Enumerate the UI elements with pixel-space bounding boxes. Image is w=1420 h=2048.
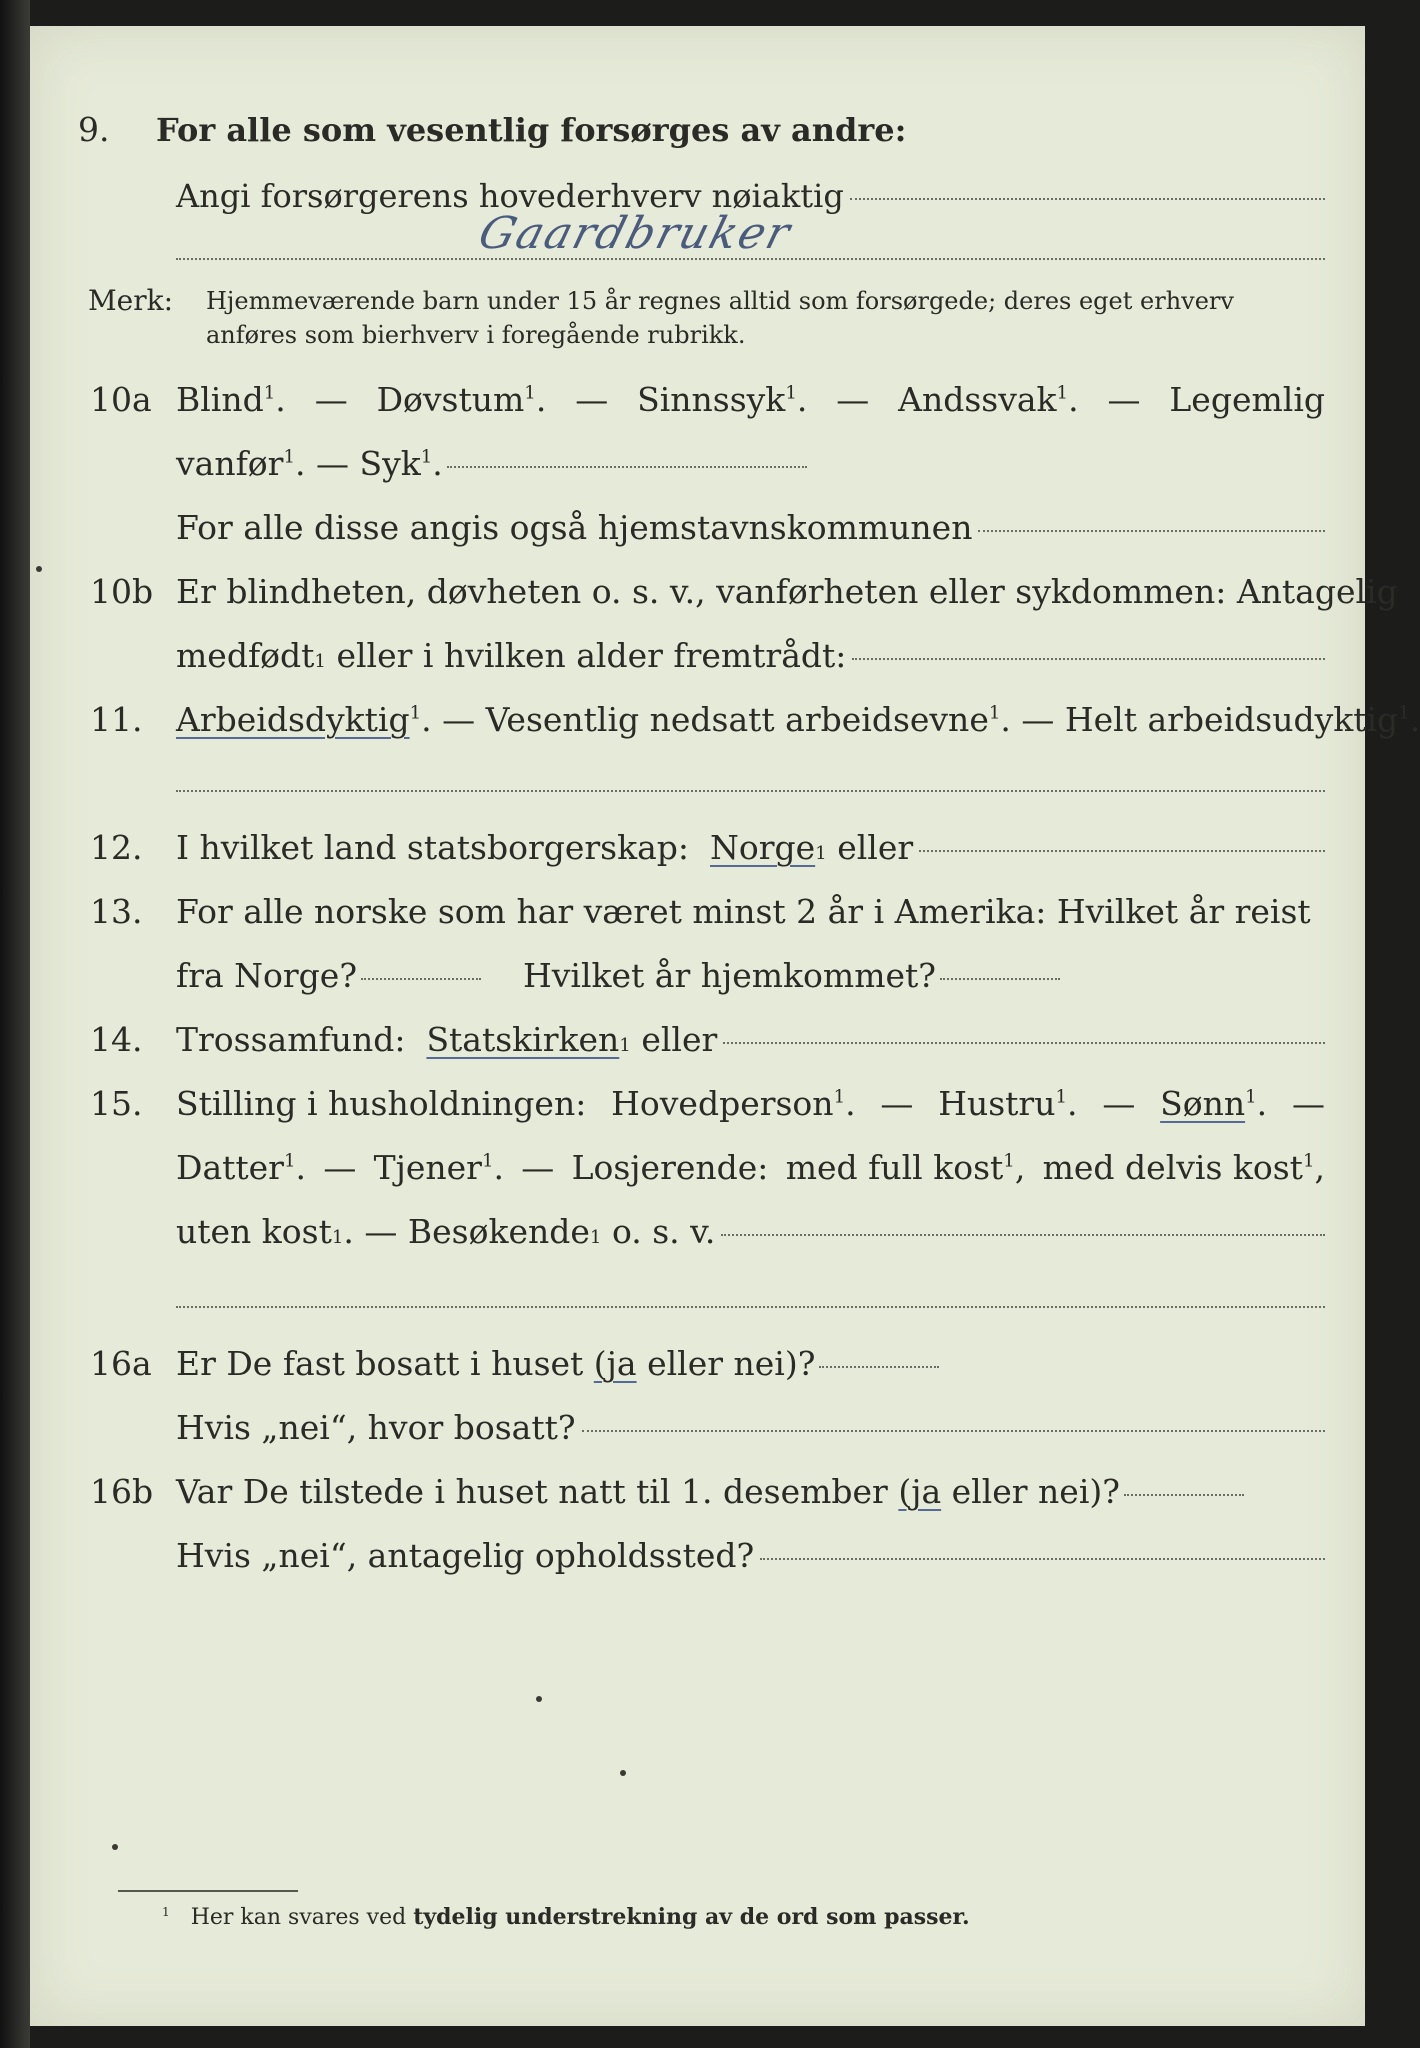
q16b-ja: (ja	[898, 1472, 942, 1511]
merk-label: Merk:	[88, 284, 174, 317]
q15-sonn: Sønn	[1160, 1084, 1246, 1123]
q10a-legemlig: Legemlig	[1169, 380, 1325, 419]
q16a-ja: (ja	[593, 1344, 637, 1383]
q10a-number: 10a	[90, 380, 152, 419]
q16b-question: Var De tilstede i huset natt til 1. desember	[176, 1472, 888, 1511]
footnote-text-b: tydelig understrekning av de ord som passer.	[413, 1904, 970, 1930]
q11-rule	[176, 790, 1325, 792]
q15-number: 15.	[90, 1084, 143, 1123]
dash: —	[1021, 700, 1055, 739]
q10b-question: Er blindheten, døvheten o. s. v., vanførheten eller sykdommen: Antagelig	[176, 572, 1398, 611]
dash: —	[1102, 1084, 1136, 1123]
dash: —	[364, 1212, 398, 1251]
q10a-blind: Blind	[176, 380, 264, 419]
q12-prompt: I hvilket land statsborgerskap:	[176, 828, 690, 867]
q11-udyktig: Helt arbeidsudyktig	[1064, 700, 1399, 739]
q9-prompt: Angi forsørgerens hovederhverv nøiaktig	[176, 177, 844, 215]
q13-number: 13.	[90, 892, 143, 931]
footnote	[162, 1904, 970, 1930]
q16a-eller-nei: eller nei)?	[647, 1344, 816, 1383]
q15-rule	[176, 1306, 1325, 1308]
q12-number: 12.	[90, 828, 143, 867]
q16b-eller-nei: eller nei)?	[951, 1472, 1120, 1511]
footnote-text-a: Her kan svares ved	[190, 1905, 407, 1930]
q14-prompt: Trossamfund:	[176, 1020, 406, 1059]
q14-eller: eller	[641, 1020, 718, 1059]
dash: —	[1291, 1084, 1325, 1123]
dash: —	[880, 1084, 914, 1123]
q13-question: For alle norske som har været minst 2 år i Amerika: Hvilket år reist	[176, 892, 1311, 931]
q15-hovedperson: Hovedperson	[611, 1084, 834, 1123]
dash: —	[521, 1148, 555, 1187]
footnote-rule	[118, 1890, 298, 1892]
q15-osv: o. s. v.	[611, 1212, 716, 1251]
q11-number: 11.	[90, 700, 143, 739]
q13-hjemkommet: Hvilket år hjemkommet?	[523, 956, 936, 995]
q16a-line2-dotted	[582, 1429, 1325, 1432]
q15-besokende: Besøkende	[407, 1212, 590, 1251]
q10b-medfodt: medfødt	[176, 636, 315, 675]
q14-statskirken: Statskirken	[426, 1020, 620, 1059]
q15-stilling: Stilling i husholdningen:	[176, 1084, 587, 1123]
q12-norge: Norge	[710, 828, 816, 867]
q9-handwritten-answer: Gaardbruker	[473, 208, 798, 259]
dash: —	[315, 444, 349, 483]
q10a-syk: Syk	[359, 444, 421, 483]
merk-note	[88, 284, 1325, 354]
q11-arbeidsdyktig: Arbeidsdyktig	[176, 700, 410, 739]
q10a-hjemstavn: For alle disse angis også hjemstavnskommunen	[176, 508, 973, 547]
q11-nedsatt: Vesentlig nedsatt arbeidsevne	[485, 700, 989, 739]
dash: —	[323, 1148, 357, 1187]
dash: —	[1107, 380, 1141, 419]
q12-dotted	[919, 849, 1325, 852]
q15-full-kost: med full kost	[785, 1148, 1004, 1187]
q14-dotted	[723, 1041, 1325, 1044]
q9-dotted-line	[850, 197, 1325, 200]
q13-reist-dotted	[361, 977, 481, 980]
q15-datter: Datter	[176, 1148, 284, 1187]
q14-number: 14.	[90, 1020, 143, 1059]
q15-tjener: Tjener	[373, 1148, 482, 1187]
q13-hjemkommet-dotted	[940, 977, 1060, 980]
q16b-number: 16b	[90, 1472, 154, 1511]
census-form-sheet: 9. For alle som vesentlig forsørges av andre: Angi forsørgerens hovederhverv nøiaktig Gaardbruker Merk: Hjemmeværende barn under 15 år regnes alltid som forsørgede; deres eget erhverv anføres som bierhverv i foregående rubrikk. 10a Blind$^1$. — Døvstum$^1$. — Sinnssyk$^1$. — Andssvak$^1$. — Legemlig vanfør$^1$. — Syk$^1$. For alle disse angis også hjemstavnskommunen 10b Er blindheten, døvheten o. s. v., vanførheten eller sykdommen: Antagelig medfødt 1 eller i hvilken alder fremtrådt: 11. Arbeidsdyktig$^1$. — Vesentlig nedsatt arbeidsevne$^1$. — Helt arbeidsudyktig$^1$. 12. I hvilket land statsborgerskap: Norge 1 eller 13. For alle norske som har været minst 2 år i Amerika: Hvilket år reist fra Norge? Hvilket år hjemkommet? 14. Trossamfund: Statskirken 1 eller 15. Stilling i husholdningen: Hovedperson$^1$. — Hustru$^1$. — Sønn$^1$. — Datter$^1$. — Tjener$^1$. — Losjerende: med full kost$^1$, med delvis kost$^1$, uten kost 1 . — Besøkende 1 o. s. v. 16a Er De fast bosatt i huset (ja eller nei)? Hvis „nei“, hvor bosatt? 16b Var De tilstede i huset natt til 1. desember (ja eller nei)? Hvis „nei“, antagelig opholdssted? $^1$ Her kan svares ved tydelig understrekning av de ord som passer.	[30, 26, 1365, 2026]
q10a-hjemstavn-dotted	[978, 529, 1325, 532]
q15-dotted	[721, 1233, 1325, 1236]
q15-delvis-kost: med delvis kost	[1042, 1148, 1303, 1187]
q9-number: 9.	[78, 110, 110, 149]
q16b-dotted	[1124, 1493, 1244, 1496]
dash: —	[314, 380, 348, 419]
q10a-vanfor: vanfør	[176, 444, 284, 483]
q9-heading: For alle som vesentlig forsørges av andre:	[156, 111, 907, 149]
q10b-alder: eller i hvilken alder fremtrådt:	[336, 636, 847, 675]
dash: —	[442, 700, 476, 739]
q10a-dovstum: Døvstum	[376, 380, 525, 419]
q10a-syk-dotted	[447, 465, 807, 468]
ink-speck	[112, 1844, 118, 1850]
ink-speck	[536, 1696, 542, 1702]
ink-speck	[620, 1770, 626, 1776]
merk-line2: anføres som bierhverv i foregående rubrikk.	[206, 321, 746, 349]
q16b-line2-dotted	[760, 1557, 1325, 1560]
scan-edge	[0, 0, 30, 2048]
q15-uten-kost: uten kost	[176, 1212, 332, 1251]
footnote-mark: 1	[162, 1904, 170, 1919]
q10b-number: 10b	[90, 572, 154, 611]
q10a-sinnssyk: Sinnssyk	[637, 380, 786, 419]
merk-line1: Hjemmeværende barn under 15 år regnes alltid som forsørgede; deres eget erhverv	[206, 287, 1234, 315]
q16a-dotted	[819, 1365, 939, 1368]
dash: —	[575, 380, 609, 419]
q10b-dotted	[852, 657, 1325, 660]
q10a-andssvak: Andssvak	[898, 380, 1057, 419]
ink-speck	[36, 566, 42, 572]
q15-hustru: Hustru	[938, 1084, 1056, 1123]
q16a-question: Er De fast bosatt i huset	[176, 1344, 584, 1383]
q13-reist: fra Norge?	[176, 956, 358, 995]
q16a-hvor-bosatt: Hvis „nei“, hvor bosatt?	[176, 1408, 576, 1447]
q12-eller: eller	[837, 828, 914, 867]
dash: —	[836, 380, 870, 419]
q16b-opholdssted: Hvis „nei“, antagelig opholdssted?	[176, 1536, 755, 1575]
q15-losjerende: Losjerende:	[571, 1148, 769, 1187]
q16a-number: 16a	[90, 1344, 152, 1383]
